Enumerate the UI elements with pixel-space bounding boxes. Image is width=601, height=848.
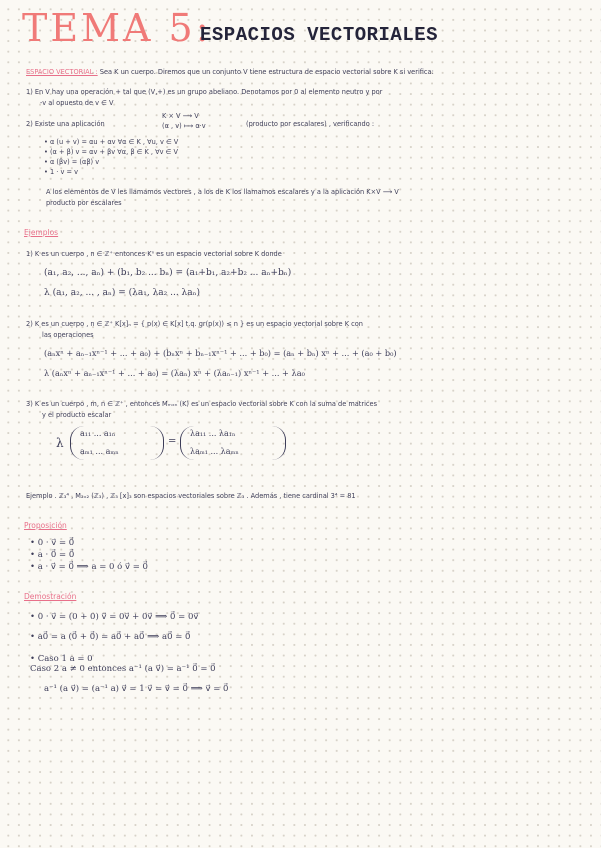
definition-item-1: 1) En V hay una operación + tal que (V,+) es un grupo abeliano. Denotamos por 0 al elemento neutro y por xyxy=(26,88,383,96)
matrix-equals: = xyxy=(168,436,177,447)
page-title: TEMA 5: xyxy=(22,6,212,50)
property-item: • (α + β) v = αv + βv ∀α, β ∈ K , ∀v ∈ V xyxy=(44,148,178,156)
definition-closing: A los elementos de V les llamamos vectores , a los de K los llamamos escalares y a la aplicación K×V ⟶ V xyxy=(46,188,399,196)
example-2-cont: las operaciones xyxy=(42,331,94,339)
example-3: 3) K es un cuerpo , m, n ∈ ℤ⁺ , entonces Mₘₓₙ (K) es un espacio vectorial sobre K con la suma de matrices xyxy=(26,400,378,408)
proposition-item: • a · v⃗ = 0⃗ ⟹ a = 0 ó v⃗ = 0⃗ xyxy=(30,562,148,572)
definition-line xyxy=(26,68,434,76)
map-top: K × V ⟶ V xyxy=(162,112,199,120)
example-3-cont: y el producto escalar xyxy=(42,411,112,419)
definition-item-2: 2) Existe una aplicación xyxy=(26,120,105,128)
matrix-right-top: λa₁₁ ... λa₁ₙ xyxy=(190,429,236,438)
proof-line-3a: • Caso 1 a = 0 xyxy=(30,654,93,664)
example-2: 2) K es un cuerpo , n ∈ ℤ⁺ K[x]ₙ = { p(x) ∈ K[x] t.q. gr(p(x)) ≤ n } es un espacio vectorial sobre K con xyxy=(26,320,363,328)
proof-line-3b: Caso 2 a ≠ 0 entonces a⁻¹ (a v⃗) = a⁻¹ 0⃗ = 0⃗ xyxy=(30,664,216,674)
matrix-left-top: a₁₁ ... a₁ₙ xyxy=(80,429,116,438)
example-1: 1) K es un cuerpo , n ∈ ℤ⁺ entonces Kⁿ es un espacio vectorial sobre K donde xyxy=(26,250,282,258)
example-2-sum: (aₙxⁿ + aₙ₋₁xⁿ⁻¹ + ... + a₀) + (bₙxⁿ + bₙ₋₁xⁿ⁻¹ + ... + b₀) = (aₙ + bₙ) xⁿ + ... + (a₀ + b₀) xyxy=(44,348,397,358)
matrix-lambda: λ xyxy=(56,436,64,450)
property-item: • 1 · v = v xyxy=(44,168,78,176)
example-1-scalar: λ (a₁, a₂, ... , aₙ) = (λa₁, λa₂ ... λaₙ) xyxy=(44,288,201,298)
proof-line-2: • a0⃗ = a (0⃗ + 0⃗) = a0⃗ + a0⃗ ⟹ a0⃗ = 0⃗ xyxy=(30,632,191,642)
proposition-heading: Proposición xyxy=(24,521,67,530)
proof-line-1: • 0 · v⃗ = (0 + 0) v⃗ = 0v⃗ + 0v⃗ ⟹ 0⃗ = 0v⃗ xyxy=(30,612,199,622)
matrix-right-bottom: λaₘ₁ ... λaₘₙ xyxy=(190,447,239,456)
example-2-scalar: λ (aₙxⁿ + aₙ₋₁xⁿ⁻¹ + ... + a₀) = (λaₙ) xⁿ + (λaₙ₋₁) xⁿ⁻¹ + ... + λa₀ xyxy=(44,368,305,378)
proof-line-4: a⁻¹ (a v⃗) = (a⁻¹ a) v⃗ = 1 v⃗ = v⃗ = 0⃗ ⟹ v⃗ = 0⃗ xyxy=(44,684,229,694)
example-1-sum: (a₁, a₂, ..., aₙ) + (b₁, b₂ ... bₙ) = (a₁+b₁, a₂+b₂ ... aₙ+bₙ) xyxy=(44,268,292,278)
definition-item-2-note: (producto por escalares) , verificando : xyxy=(246,120,375,128)
page-subtitle: ESPACIOS VECTORIALES xyxy=(200,24,439,46)
property-item: • α (βv) = (αβ) v xyxy=(44,158,100,166)
proposition-item: • 0 · v⃗ = 0⃗ xyxy=(30,538,75,548)
definition-intro: Sea K un cuerpo. Diremos que un conjunto V tiene estructura de espacio vectorial sobre K si verifica: xyxy=(99,68,434,76)
proof-heading: Demostración xyxy=(24,592,77,601)
proposition-item: • a · 0⃗ = 0⃗ xyxy=(30,550,75,560)
definition-item-1-cont: -v al opuesto de v ∈ V xyxy=(40,99,114,107)
extra-example: Ejemplo . ℤ₃⁴ , M₂ₓ₂ (ℤ₃) , ℤ₃ [x]₃ son espacios vectoriales sobre ℤ₃ . Además , tiene cardinal 3⁴ = 81 xyxy=(26,492,356,500)
examples-heading: Ejemplos xyxy=(24,228,59,237)
property-item: • α (u + v) = αu + αv ∀α ∈ K , ∀u, v ∈ V xyxy=(44,138,179,146)
matrix-left-bottom: aₘ₁ ... aₘₙ xyxy=(80,447,119,456)
definition-label: ESPACIO VECTORIAL : xyxy=(26,68,98,76)
definition-closing-cont: producto por escalares xyxy=(46,199,122,207)
map-bottom: (α , v) ⟼ α·v xyxy=(162,122,206,130)
